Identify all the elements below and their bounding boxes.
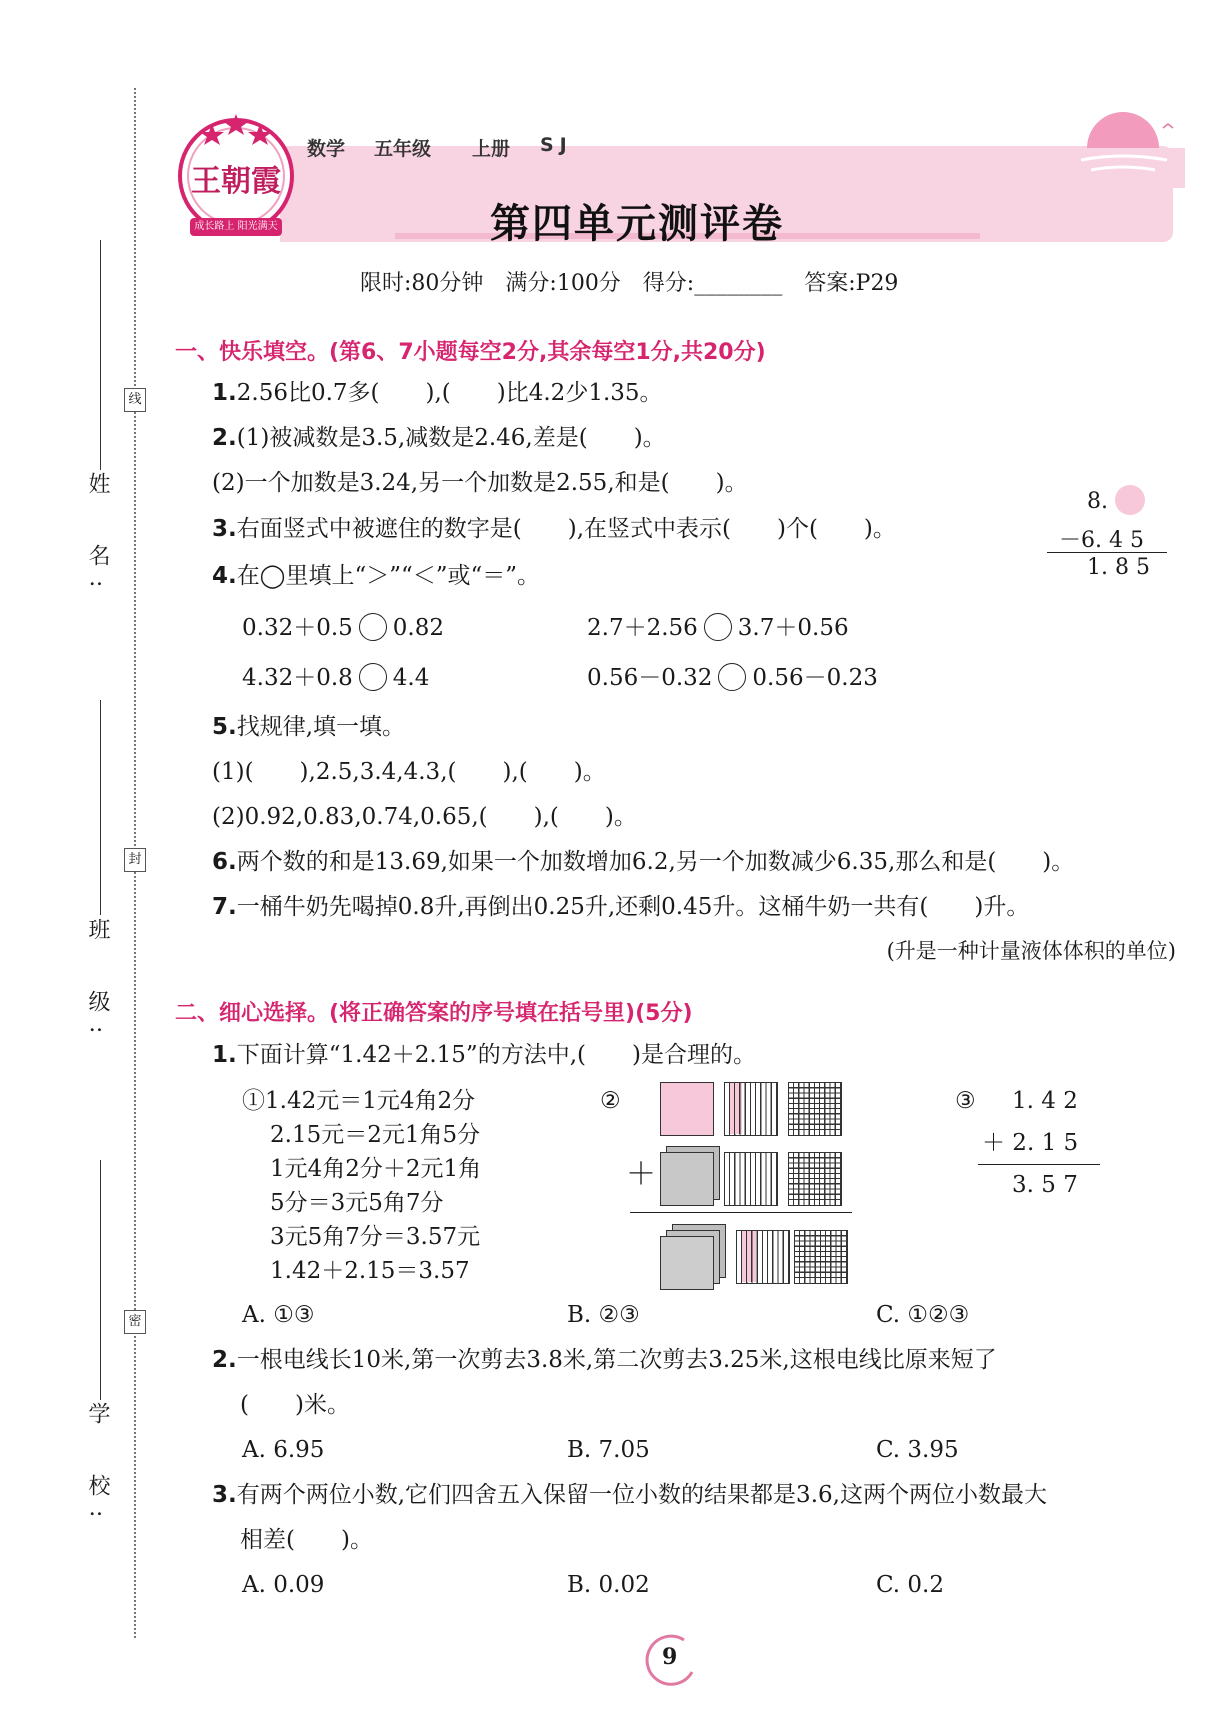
question-6 (212, 847, 1074, 877)
q4-item-2: 2.7＋2.56 3.7＋0.56 (587, 615, 849, 641)
name-line (100, 240, 101, 470)
q4-item-3: 4.32＋0.8 4.4 (242, 665, 430, 691)
method-3-rule (978, 1164, 1100, 1165)
s2q1-option-b[interactable]: B. ②③ (567, 1302, 640, 1328)
q-number: 2. (212, 425, 237, 451)
question-2 (212, 423, 666, 453)
q3-calc-line1: 8. (1087, 489, 1108, 514)
s2-question-2-cont: ( )米。 (240, 1392, 350, 1418)
question-2b: (2)一个加数是3.24,另一个加数是2.55,和是( )。 (212, 470, 748, 496)
method-3-line3: 3. 5 7 (1012, 1172, 1078, 1198)
pink-strip-highlight (730, 1083, 742, 1134)
compare-circle[interactable] (704, 613, 732, 641)
q4-item-1: 0.32＋0.5 0.82 (242, 615, 445, 641)
q-number: 3. (212, 516, 237, 542)
q3-calc-rule (1047, 552, 1167, 553)
logo-text: 王朝霞 (191, 164, 281, 199)
compare-circle[interactable] (359, 663, 387, 691)
s2q3-option-b[interactable]: B. 0.02 (567, 1572, 650, 1598)
method-1-line2: 2.15元＝2元1角5分 (270, 1122, 481, 1148)
class-label: 班 级: (85, 918, 110, 1048)
compare-circle[interactable] (359, 613, 387, 641)
question-1 (212, 378, 663, 408)
question-3 (212, 514, 896, 544)
logo-slogan: 成长路上 阳光满天 (194, 221, 278, 232)
q-number: 2. (212, 1347, 237, 1373)
s2q1-text: 下面计算“1.42＋2.15”的方法中,( )是合理的。 (236, 1042, 756, 1068)
school-label: 学 校: (85, 1402, 110, 1532)
exam-meta: 限时:80分钟 满分:100分 得分:________ 答案:P29 (360, 271, 899, 296)
page-title: 第四单元测评卷 (490, 201, 784, 247)
name-label: 姓 名: (85, 472, 110, 602)
page-number: 9 (662, 1644, 678, 1670)
seal-feng: 封 (124, 848, 146, 872)
q7-note: (升是一种计量液体体积的单位) (886, 939, 1176, 963)
q5-text: 找规律,填一填。 (236, 714, 406, 740)
q3-vertical-calc (1045, 485, 1170, 585)
school-line (100, 1160, 101, 1400)
method-1-line1: ①1.42元＝1元4角2分 (242, 1088, 476, 1114)
pink-strip-highlight (742, 1231, 756, 1282)
method-2-label: ② (600, 1088, 621, 1114)
q3-text: 右面竖式中被遮住的数字是( ),在竖式中表示( )个( )。 (236, 516, 896, 542)
s2-question-3-cont: 相差( )。 (240, 1527, 373, 1553)
class-line (100, 700, 101, 915)
method-1-line4: 5分＝3元5角7分 (270, 1190, 444, 1216)
q-number: 4. (212, 563, 237, 589)
seal-xian: 线 (124, 388, 146, 412)
s2q1-option-a[interactable]: A. ①③ (242, 1302, 315, 1328)
q-number: 1. (212, 380, 237, 406)
gray-unit-square (660, 1152, 714, 1206)
hundredths-grid-overlay (789, 1083, 840, 1134)
method-1-line5: 3元5角7分＝3.57元 (270, 1224, 481, 1250)
q3-calc-line2: －6. 4 5 (1059, 528, 1144, 553)
series-grade: 五年级 (374, 138, 432, 160)
hundredths-grid-overlay (789, 1153, 840, 1204)
q-number: 1. (212, 1042, 237, 1068)
blocks-sum-rule (630, 1212, 852, 1213)
hidden-digit-blot (1115, 485, 1145, 515)
q-number: 5. (212, 714, 237, 740)
q-number: 6. (212, 849, 237, 875)
s2q2-text: 一根电线长10米,第一次剪去3.8米,第二次剪去3.25米,这根电线比原来短了 (236, 1347, 997, 1373)
method-3-line1: 1. 4 2 (1012, 1088, 1078, 1114)
s2-question-2 (212, 1345, 997, 1375)
s2q2-option-a[interactable]: A. 6.95 (242, 1437, 325, 1463)
compare-circle[interactable] (718, 663, 746, 691)
q2a-text: (1)被减数是3.5,减数是2.46,差是( )。 (236, 425, 666, 451)
question-5 (212, 712, 405, 742)
s2q2-option-b[interactable]: B. 7.05 (567, 1437, 650, 1463)
method-3-label: ③ (955, 1088, 976, 1114)
series-volume: 上册 (472, 138, 511, 160)
q-number: 3. (212, 1482, 237, 1508)
q4-text: 在◯里填上“＞”“＜”或“＝”。 (236, 563, 541, 589)
q6-text: 两个数的和是13.69,如果一个加数增加6.2,另一个加数减少6.35,那么和是( )。 (236, 849, 1075, 875)
method-1-line3: 1元4角2分＋2元1角 (270, 1156, 482, 1182)
sun-decoration-icon (1075, 108, 1185, 188)
q-number: 7. (212, 894, 237, 920)
s2q3-option-a[interactable]: A. 0.09 (242, 1572, 325, 1598)
question-4 (212, 561, 540, 591)
s2q1-option-c[interactable]: C. ①②③ (876, 1302, 970, 1328)
s2q2-option-c[interactable]: C. 3.95 (876, 1437, 959, 1463)
method-3-line2: ＋ 2. 1 5 (982, 1130, 1079, 1156)
q1-text: 2.56比0.7多( ),( )比4.2少1.35。 (236, 380, 663, 406)
s2-question-3 (212, 1480, 1047, 1510)
gray-unit-square (660, 1236, 714, 1290)
series-edition: SJ (540, 134, 573, 156)
q7-text: 一桶牛奶先喝掉0.8升,再倒出0.25升,还剩0.45升。这桶牛奶一共有( )升。 (236, 894, 1030, 920)
s2-question-1 (212, 1040, 756, 1070)
q4-item-4: 0.56－0.32 0.56－0.23 (587, 665, 878, 691)
seal-mi: 密 (124, 1310, 146, 1334)
hundredths-grid-overlay (795, 1231, 846, 1282)
pink-unit-square (660, 1082, 714, 1136)
q3-calc-line3: 1. 8 5 (1087, 555, 1150, 580)
section1-title: 一、快乐填空。(第6、7小题每空2分,其余每空1分,共20分) (175, 340, 766, 365)
question-7 (212, 892, 1029, 922)
s2q3-option-c[interactable]: C. 0.2 (876, 1572, 944, 1598)
series-subject: 数学 (307, 138, 346, 160)
method-1-line6: 1.42＋2.15＝3.57 (270, 1258, 470, 1284)
s2q3-text: 有两个两位小数,它们四舍五入保留一位小数的结果都是3.6,这两个两位小数最大 (236, 1482, 1047, 1508)
tenths-strips (724, 1152, 778, 1206)
question-5b: (2)0.92,0.83,0.74,0.65,( ),( )。 (212, 804, 637, 830)
method-2-plus: ＋ (626, 1157, 656, 1192)
question-5a: (1)( ),2.5,3.4,4.3,( ),( )。 (212, 759, 606, 785)
section2-title: 二、细心选择。(将正确答案的序号填在括号里)(5分) (175, 1001, 693, 1026)
logo (172, 110, 300, 242)
